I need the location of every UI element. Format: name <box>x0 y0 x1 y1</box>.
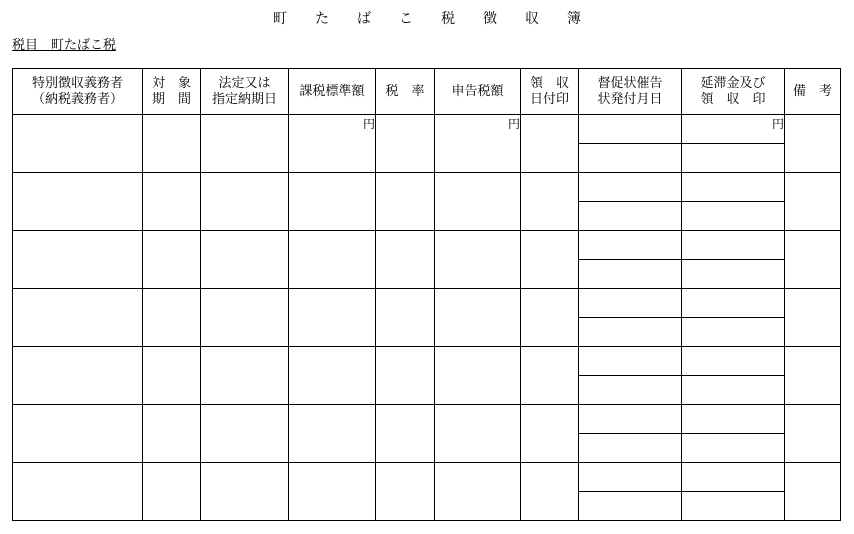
late-fee-cell <box>682 376 785 405</box>
declared-tax-cell <box>435 231 521 289</box>
tax-base-cell <box>289 173 376 231</box>
withholder-cell <box>13 231 143 289</box>
tax-rate-cell <box>376 231 435 289</box>
reminder-date-cell <box>579 144 682 173</box>
late-fee-cell <box>682 144 785 173</box>
ledger-record <box>13 231 841 289</box>
tax-base-cell <box>289 289 376 347</box>
remarks-cell <box>785 173 841 231</box>
ledger-record <box>13 289 841 347</box>
remarks-cell <box>785 231 841 289</box>
collection-ledger-table <box>12 68 841 521</box>
reminder-date-cell <box>579 492 682 521</box>
ledger-record <box>13 115 841 173</box>
withholder-cell <box>13 463 143 521</box>
reminder-date-cell <box>579 231 682 260</box>
late-fee-cell <box>682 202 785 231</box>
declared-tax-cell <box>435 463 521 521</box>
col-header-tax-rate: 税 率 <box>376 69 435 115</box>
reminder-date-cell <box>579 376 682 405</box>
due-date-cell <box>201 231 289 289</box>
reminder-date-cell <box>579 405 682 434</box>
tax-base-cell <box>289 231 376 289</box>
tax-rate-cell <box>376 463 435 521</box>
declared-tax-cell: 円 <box>435 115 521 173</box>
declared-tax-cell <box>435 347 521 405</box>
tax-rate-cell <box>376 289 435 347</box>
remarks-cell <box>785 405 841 463</box>
declared-tax-cell <box>435 405 521 463</box>
reminder-date-cell <box>579 434 682 463</box>
remarks-cell <box>785 347 841 405</box>
late-fee-cell <box>682 463 785 492</box>
late-fee-cell <box>682 434 785 463</box>
due-date-cell <box>201 115 289 173</box>
ledger-record <box>13 463 841 521</box>
col-header-withholder: 特別徴収義務者 （納税義務者） <box>13 69 143 115</box>
target-period-cell <box>143 289 201 347</box>
withholder-cell <box>13 405 143 463</box>
tax-base-cell: 円 <box>289 115 376 173</box>
withholder-cell <box>13 173 143 231</box>
col-header-late-fee: 延滞金及び 領 収 印 <box>682 69 785 115</box>
withholder-cell <box>13 289 143 347</box>
col-header-due-date: 法定又は 指定納期日 <box>201 69 289 115</box>
reminder-date-cell <box>579 173 682 202</box>
receipt-stamp-cell <box>521 463 579 521</box>
receipt-stamp-cell <box>521 289 579 347</box>
col-header-declared-tax: 申告税額 <box>435 69 521 115</box>
target-period-cell <box>143 347 201 405</box>
col-header-reminder-date: 督促状催告 状発付月日 <box>579 69 682 115</box>
col-header-tax-base: 課税標準額 <box>289 69 376 115</box>
tax-base-cell <box>289 347 376 405</box>
remarks-cell <box>785 115 841 173</box>
reminder-date-cell <box>579 289 682 318</box>
tax-rate-cell <box>376 347 435 405</box>
remarks-cell <box>785 289 841 347</box>
target-period-cell <box>143 173 201 231</box>
receipt-stamp-cell <box>521 115 579 173</box>
late-fee-cell: 円 <box>682 115 785 144</box>
target-period-cell <box>143 115 201 173</box>
declared-tax-cell <box>435 289 521 347</box>
tax-base-cell <box>289 405 376 463</box>
withholder-cell <box>13 115 143 173</box>
reminder-date-cell <box>579 463 682 492</box>
target-period-cell <box>143 405 201 463</box>
reminder-date-cell <box>579 347 682 376</box>
reminder-date-cell <box>579 318 682 347</box>
late-fee-cell <box>682 318 785 347</box>
late-fee-cell <box>682 492 785 521</box>
receipt-stamp-cell <box>521 231 579 289</box>
late-fee-cell <box>682 173 785 202</box>
col-header-receipt-stamp: 領 収 日付印 <box>521 69 579 115</box>
withholder-cell <box>13 347 143 405</box>
late-fee-cell <box>682 231 785 260</box>
late-fee-cell <box>682 405 785 434</box>
due-date-cell <box>201 289 289 347</box>
receipt-stamp-cell <box>521 347 579 405</box>
late-fee-cell <box>682 347 785 376</box>
receipt-stamp-cell <box>521 405 579 463</box>
col-header-remarks: 備 考 <box>785 69 841 115</box>
ledger-record <box>13 173 841 231</box>
remarks-cell <box>785 463 841 521</box>
reminder-date-cell <box>579 260 682 289</box>
tax-rate-cell <box>376 115 435 173</box>
tax-item-label: 税目 町たばこ税 <box>12 38 117 53</box>
target-period-cell <box>143 231 201 289</box>
tax-rate-cell <box>376 405 435 463</box>
late-fee-cell <box>682 260 785 289</box>
tax-rate-cell <box>376 173 435 231</box>
receipt-stamp-cell <box>521 173 579 231</box>
late-fee-cell <box>682 289 785 318</box>
due-date-cell <box>201 173 289 231</box>
due-date-cell <box>201 405 289 463</box>
ledger-record <box>13 405 841 463</box>
ledger-record <box>13 347 841 405</box>
declared-tax-cell <box>435 173 521 231</box>
due-date-cell <box>201 347 289 405</box>
reminder-date-cell <box>579 115 682 144</box>
due-date-cell <box>201 463 289 521</box>
col-header-target-period: 対 象 期 間 <box>143 69 201 115</box>
page-title: 町たばこ税徴収簿 <box>273 11 609 27</box>
header-row <box>13 69 841 115</box>
reminder-date-cell <box>579 202 682 231</box>
tax-base-cell <box>289 463 376 521</box>
target-period-cell <box>143 463 201 521</box>
